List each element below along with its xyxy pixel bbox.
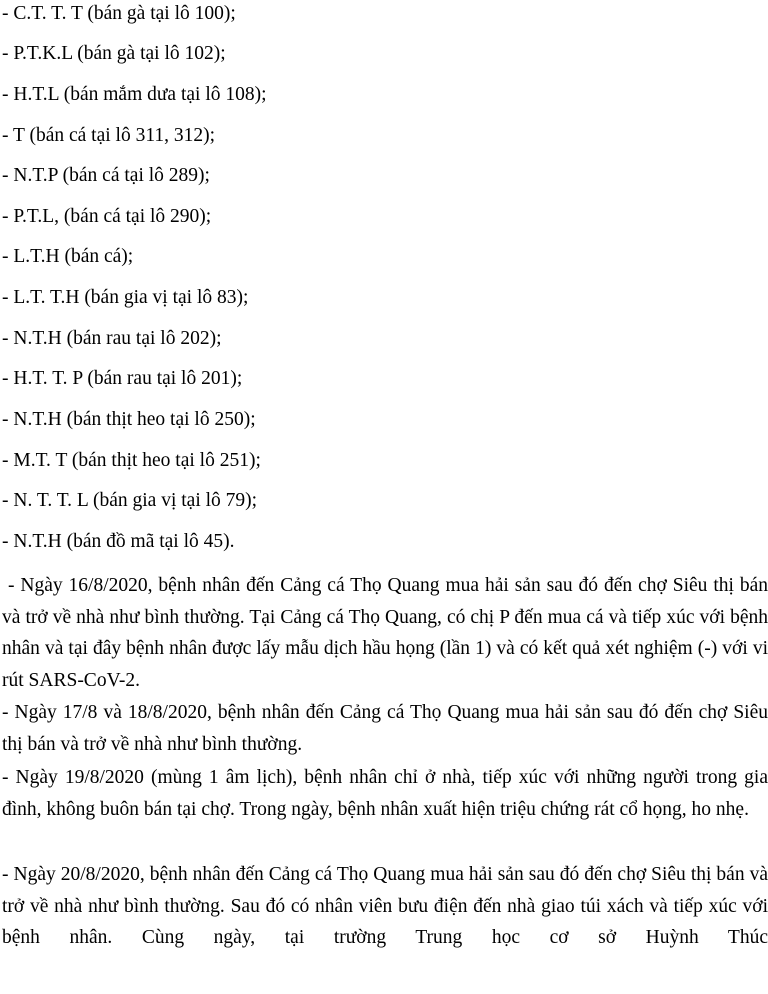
list-item: - P.T.L, (bán cá tại lô 290); bbox=[2, 206, 212, 227]
list-item: - N.T.H (bán thịt heo tại lô 250); bbox=[2, 409, 256, 430]
paragraph-aug-20: - Ngày 20/8/2020, bệnh nhân đến Cảng cá Thọ Quang mua hải sản sau đó đến chợ Siêu thị bán và trở về nhà như bình thường. Sau đó có nhân viên bưu điện đến nhà giao túi xách và tiếp xúc với bệnh nhân. Cùng ngày, tại trường Trung học cơ sở Huỳnh Thúc bbox=[2, 864, 768, 948]
list-item: - N.T.H (bán đồ mã tại lô 45). bbox=[2, 531, 235, 552]
paragraph-aug-19: - Ngày 19/8/2020 (mùng 1 âm lịch), bệnh nhân chỉ ở nhà, tiếp xúc với những người trong gia đình, không buôn bán tại chợ. Trong ngày, bệnh nhân xuất hiện triệu chứng rát cổ họng, ho nhẹ. bbox=[2, 767, 768, 820]
paragraph-aug-17-18: - Ngày 17/8 và 18/8/2020, bệnh nhân đến Cảng cá Thọ Quang mua hải sản sau đó đến chợ Siêu thị bán và trở về nhà như bình thường. bbox=[2, 702, 768, 755]
list-item: - L.T.H (bán cá); bbox=[2, 246, 134, 267]
list-item: - T (bán cá tại lô 311, 312); bbox=[2, 125, 216, 146]
list-item: - M.T. T (bán thịt heo tại lô 251); bbox=[2, 450, 261, 471]
paragraph-aug-16: - Ngày 16/8/2020, bệnh nhân đến Cảng cá Thọ Quang mua hải sản sau đó đến chợ Siêu thị bán và trở về nhà như bình thường. Tại Cảng cá Thọ Quang, có chị P đến mua cá và tiếp xúc với bệnh nhân và tại đây bệnh nhân được lấy mẫu dịch hầu họng (lần 1) và có kết quả xét nghiệm (-) với vi rút SARS-CoV-2. bbox=[2, 575, 768, 691]
list-item: - L.T. T.H (bán gia vị tại lô 83); bbox=[2, 287, 249, 308]
list-item: - N. T. T. L (bán gia vị tại lô 79); bbox=[2, 490, 258, 511]
list-item: - N.T.P (bán cá tại lô 289); bbox=[2, 165, 210, 186]
list-item: - C.T. T. T (bán gà tại lô 100); bbox=[2, 3, 236, 24]
list-item: - H.T.L (bán mắm dưa tại lô 108); bbox=[2, 84, 267, 105]
list-item: - P.T.K.L (bán gà tại lô 102); bbox=[2, 43, 226, 64]
list-item: - H.T. T. P (bán rau tại lô 201); bbox=[2, 368, 243, 389]
list-item: - N.T.H (bán rau tại lô 202); bbox=[2, 328, 222, 349]
